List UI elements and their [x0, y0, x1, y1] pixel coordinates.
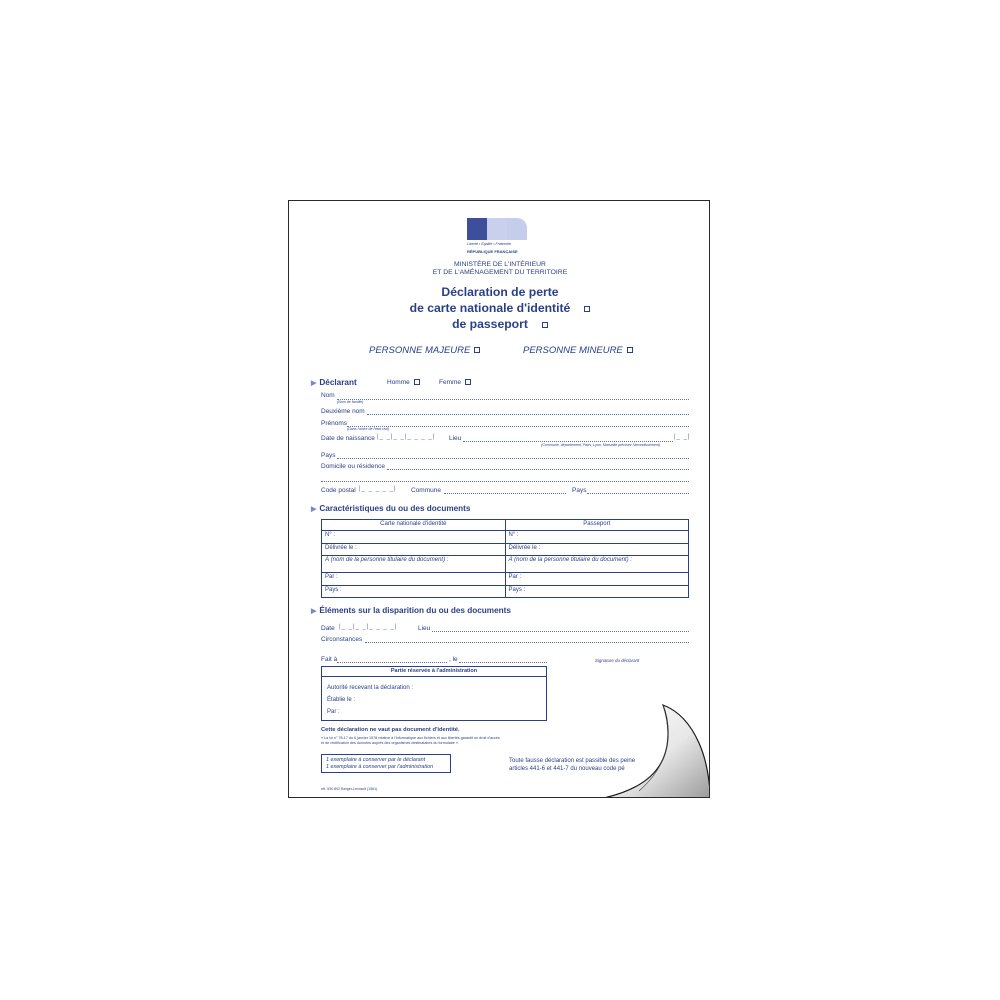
- admin-heading: Partie réservée à l'administration: [322, 667, 546, 677]
- pays2-field[interactable]: [587, 493, 689, 494]
- passeport-par[interactable]: Par :: [505, 573, 689, 586]
- ministry-line-1: MINISTÈRE DE L'INTÉRIEUR: [454, 261, 546, 268]
- title-line-1: Déclaration de perte: [441, 285, 559, 299]
- form-page: [288, 200, 710, 798]
- republique-text: RÉPUBLIQUE FRANÇAISE: [467, 249, 518, 254]
- copy-declarant: 1 exemplaire à conserver par le déclarant: [326, 757, 426, 763]
- disparition-lieu-field[interactable]: [432, 631, 689, 632]
- law-line-2: et de rectification des données auprès des organismes destinataires du formulaire ».: [321, 741, 459, 745]
- warning-text: Cette déclaration ne vaut pas document d'identité.: [321, 727, 460, 733]
- copy-administration: 1 exemplaire à conserver par l'administration: [326, 764, 434, 770]
- disparition-date-boxes[interactable]: |_ _|_ _|_ _ _ _|: [339, 624, 398, 630]
- prenoms-hint: (Dans l'ordre de l'état civil): [347, 427, 390, 431]
- fait-a-field[interactable]: [337, 662, 447, 663]
- le-label: , le: [449, 656, 458, 663]
- passeport-titulaire[interactable]: À (nom de la personne titulaire du document) :: [505, 556, 689, 573]
- passeport-delivree[interactable]: Délivrée le :: [505, 543, 689, 556]
- code-postal-boxes[interactable]: |_ _ _ _ _|: [359, 486, 397, 492]
- title-line-2: de carte nationale d'identité: [289, 301, 710, 315]
- pays-label: Pays: [321, 452, 336, 459]
- commune-field[interactable]: [444, 493, 566, 494]
- declarant-heading: ▶ Déclarant: [311, 378, 357, 387]
- lieu-hint: (Commune, département, Paris, Lyon, Marseille précisez l'arrondissement): [541, 443, 661, 447]
- fait-a-label: Fait à: [321, 656, 338, 663]
- disparition-date-label: Date: [321, 625, 335, 632]
- majeure-checkbox[interactable]: [474, 347, 480, 353]
- circonstances-label: Circonstances: [321, 636, 363, 643]
- col-cni: Carte nationale d'identité: [322, 520, 506, 531]
- admin-box: [321, 666, 547, 721]
- personne-majeure: PERSONNE MAJEURE: [369, 345, 480, 356]
- admin-autorite[interactable]: Autorité recevant la déclaration :: [327, 685, 414, 691]
- penalty-line-2: articles 441-6 et 441-7 du nouveau code pé: [509, 766, 625, 772]
- prenoms-field[interactable]: [347, 426, 689, 427]
- devise-text: Liberté • Égalité • Fraternité: [467, 242, 511, 246]
- copies-box: [321, 754, 451, 773]
- title-line-3: de passeport: [289, 317, 710, 331]
- disparition-lieu-label: Lieu: [418, 625, 431, 632]
- page-curl-icon: [599, 701, 710, 798]
- domicile-label: Domicile ou résidence: [321, 463, 385, 470]
- arrow-icon: ▶: [311, 608, 317, 615]
- law-line-1: « La loi n° 78-17 du 6 janvier 1978 relative à l'informatique aux fichiers et aux libertés garantit un droit d'accès: [321, 736, 500, 740]
- femme-option: Femme: [439, 379, 471, 386]
- lieu-field[interactable]: [463, 441, 673, 442]
- marianne-logo: [467, 218, 529, 258]
- deuxieme-nom-field[interactable]: [367, 414, 689, 415]
- passeport-numero[interactable]: N° :: [505, 531, 689, 544]
- signature-label: Signature du déclarant: [595, 658, 640, 663]
- personne-mineure: PERSONNE MINEURE: [523, 345, 633, 356]
- domicile-field[interactable]: [387, 469, 689, 470]
- passeport-pays[interactable]: Pays :: [505, 585, 689, 598]
- commune-label: Commune: [411, 487, 441, 494]
- circonstances-field[interactable]: [365, 642, 689, 643]
- col-passeport: Passeport: [505, 520, 689, 531]
- deuxieme-nom-label: Deuxième nom: [321, 408, 365, 415]
- cni-par[interactable]: Par :: [322, 573, 506, 586]
- penalty-line-1: Toute fausse déclaration est passible des peine: [509, 758, 636, 764]
- caracteristiques-heading: ▶ Caractéristiques du ou des documents: [311, 504, 471, 513]
- prenoms-label: Prénoms: [321, 420, 348, 427]
- passeport-checkbox[interactable]: [542, 322, 548, 328]
- cni-delivree[interactable]: Délivrée le :: [322, 543, 506, 556]
- cni-titulaire[interactable]: À (nom de la personne titulaire du document) :: [322, 556, 506, 573]
- cni-numero[interactable]: N° :: [322, 531, 506, 544]
- documents-table: [321, 519, 689, 598]
- date-naissance-label: Date de naissance: [321, 435, 375, 442]
- nom-label: Nom: [321, 392, 335, 399]
- lieu-boxes: |_ _|: [674, 434, 691, 440]
- ministry-line-2: ET DE L'AMÉNAGEMENT DU TERRITOIRE: [432, 269, 568, 276]
- nom-field[interactable]: [337, 399, 689, 400]
- date-naissance-boxes[interactable]: |_ _|_ _|_ _ _ _|: [377, 434, 436, 440]
- reference-text: réf. 530 802 Berger-Levrault (1561): [321, 787, 378, 791]
- pays2-label: Pays: [572, 487, 587, 494]
- nom-hint: (Nom de famille): [337, 400, 364, 404]
- mineure-checkbox[interactable]: [627, 347, 633, 353]
- homme-checkbox[interactable]: [414, 379, 420, 385]
- arrow-icon: ▶: [311, 506, 317, 513]
- admin-par[interactable]: Par :: [327, 709, 340, 715]
- homme-option: Homme: [387, 379, 420, 386]
- admin-etablie[interactable]: Établie le :: [327, 697, 356, 703]
- le-field[interactable]: [459, 662, 547, 663]
- pays-field[interactable]: [337, 458, 689, 459]
- femme-checkbox[interactable]: [465, 379, 471, 385]
- domicile-field-2[interactable]: [321, 481, 689, 482]
- arrow-icon: ▶: [311, 380, 317, 387]
- lieu-label: Lieu: [449, 435, 462, 442]
- cni-checkbox[interactable]: [584, 306, 590, 312]
- cni-pays[interactable]: Pays :: [322, 585, 506, 598]
- code-postal-label: Code postal: [321, 487, 356, 494]
- elements-heading: ▶ Éléments sur la disparition du ou des documents: [311, 606, 511, 615]
